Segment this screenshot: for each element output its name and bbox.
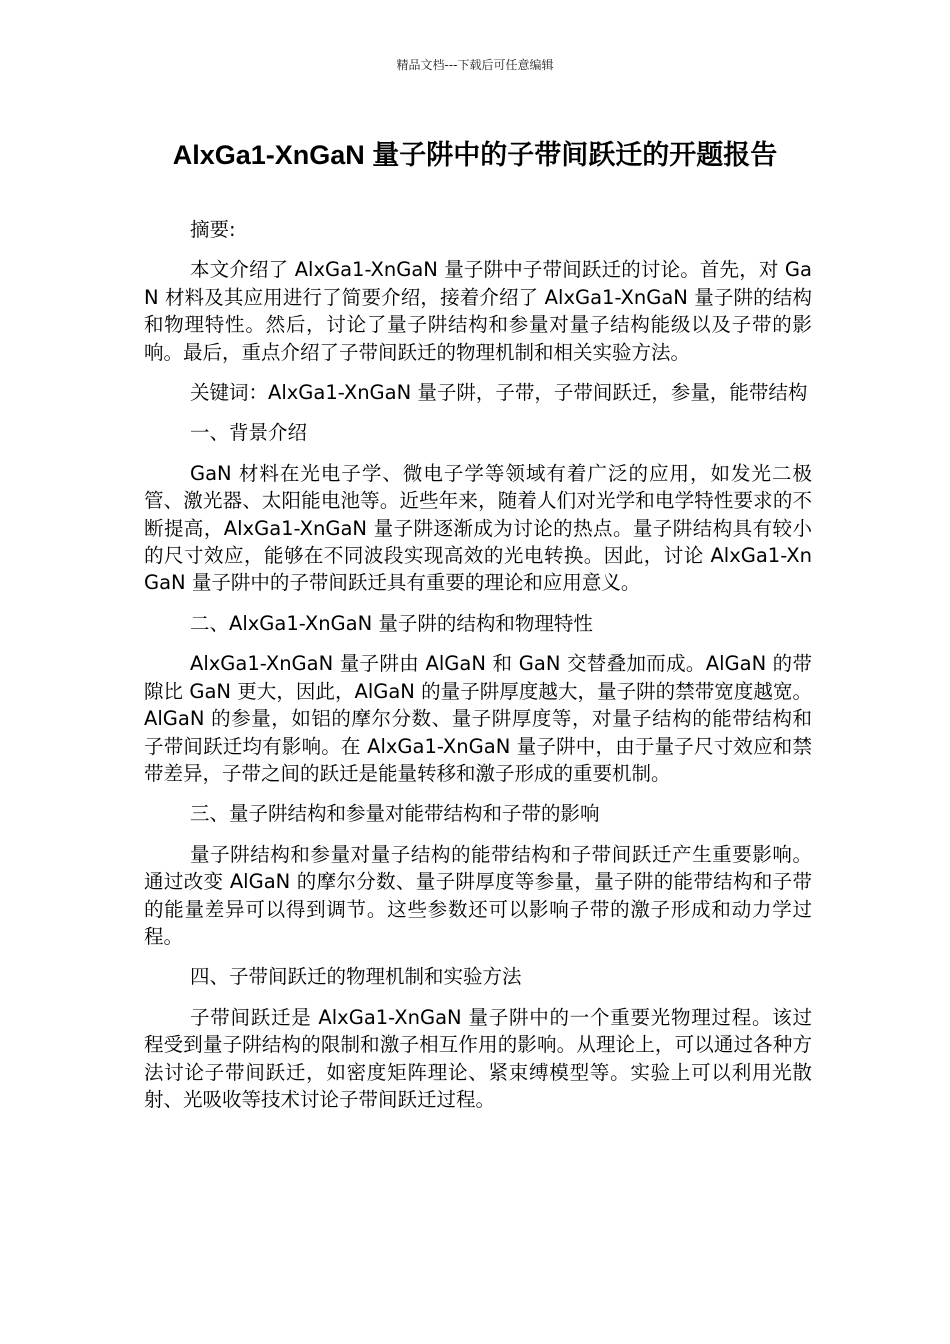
page-header: 精品文档---下载后可任意编辑 <box>396 58 554 72</box>
section-heading-structure: 二、AlxGa1-XnGaN 量子阱的结构和物理特性 <box>190 611 593 635</box>
abstract-label: 摘要: <box>190 218 236 241</box>
section-body-structure: AlxGa1-XnGaN 量子阱由 AlGaN 和 GaN 交替叠加而成。AlGaN 的带隙比 GaN 更大，因此，AlGaN 的量子阱厚度越大，量子阱的禁带宽度越宽。AlGaN 的参量，如铝的摩尔分数、量子阱厚度等，对量子结构的能带结构和子带间跃迁均有影响。在 AlxGa1-XnGaN 量子阱中，由于量子尺寸效应和禁带差异，子带之间的跃迁是能量转移和激子形成的重要机制。 <box>144 652 812 785</box>
section-heading-background: 一、背景介绍 <box>190 421 308 445</box>
document-body <box>144 216 812 1126</box>
section-heading-parameters: 三、量子阱结构和参量对能带结构和子带的影响 <box>190 802 600 826</box>
keywords-paragraph: 关键词：AlxGa1-XnGaN 量子阱，子带，子带间跃迁，参量，能带结构 <box>190 381 808 405</box>
abstract-paragraph: 本文介绍了 AlxGa1-XnGaN 量子阱中子带间跃迁的讨论。首先，对 GaN 材料及其应用进行了简要介绍，接着介绍了 AlxGa1-XnGaN 量子阱的结构和物理特性。然后，讨论了量子阱结构和参量对量子结构能级以及子带的影响。最后，重点介绍了子带间跃迁的物理机制和相关实验方法。 <box>144 258 812 364</box>
section-heading-mechanism: 四、子带间跃迁的物理机制和实验方法 <box>190 965 522 989</box>
section-body-mechanism: 子带间跃迁是 AlxGa1-XnGaN 量子阱中的一个重要光物理过程。该过程受到量子阱结构的限制和激子相互作用的影响。从理论上，可以通过各种方法讨论子带间跃迁，如密度矩阵理论、紧束缚模型等。实验上可以利用光散射、光吸收等技术讨论子带间跃迁过程。 <box>144 1005 812 1111</box>
section-body-parameters: 量子阱结构和参量对量子结构的能带结构和子带间跃迁产生重要影响。通过改变 AlGaN 的摩尔分数、量子阱厚度等参量，量子阱的能带结构和子带的能量差异可以得到调节。这些参数还可以影响子带的激子形成和动力学过程。 <box>144 842 812 948</box>
document-title: AlxGa1-XnGaN 量子阱中的子带间跃迁的开题报告 <box>172 140 778 170</box>
section-body-background: GaN 材料在光电子学、微电子学等领域有着广泛的应用，如发光二极管、激光器、太阳能电池等。近些年来，随着人们对光学和电学特性要求的不断提高，AlxGa1-XnGaN 量子阱逐渐成为讨论的热点。量子阱结构具有较小的尺寸效应，能够在不同波段实现高效的光电转换。因此，讨论 AlxGa1-XnGaN 量子阱中的子带间跃迁具有重要的理论和应用意义。 <box>144 461 812 595</box>
